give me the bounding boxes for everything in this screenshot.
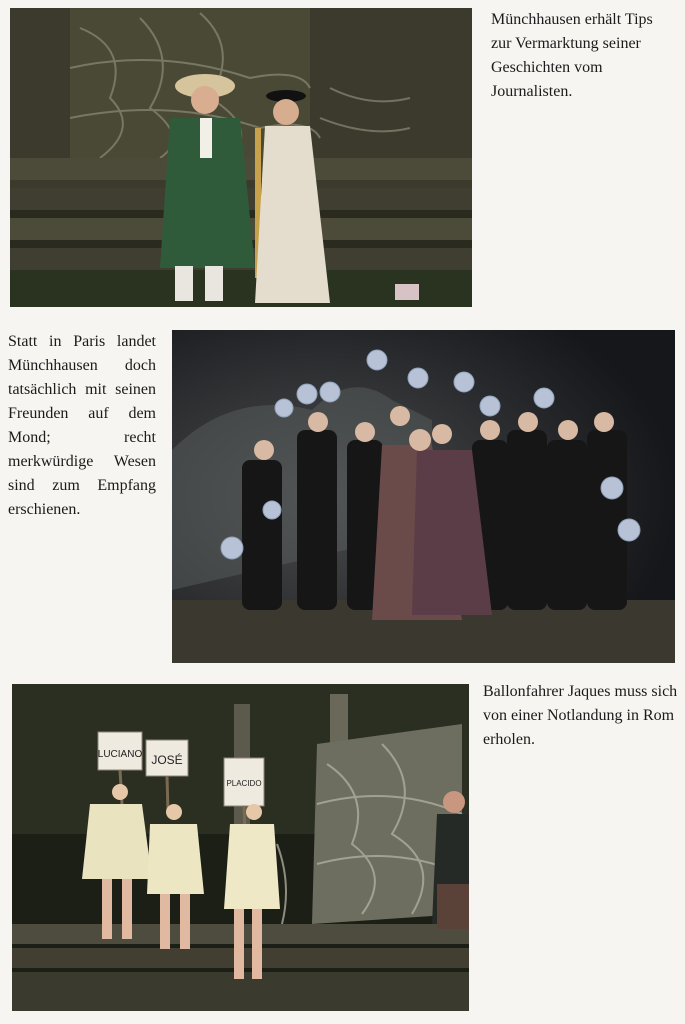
photo-balloonist-rome	[12, 684, 469, 1011]
photo-1-illustration	[10, 8, 472, 307]
sign-placido: PLACIDO	[226, 779, 262, 788]
photo-1-caption: Münchhausen erhält Tips zur Vermarktung seiner Geschichten vom Journalisten.	[491, 11, 653, 100]
photo-3-caption: Ballonfahrer Jaques muss sich von einer Notlandung in Rom erholen.	[483, 683, 678, 748]
sign-jose: JOSÉ	[151, 753, 183, 767]
photo-munchhausen-journalist	[10, 8, 472, 307]
photo-3-illustration	[12, 684, 469, 1011]
photo-moon-landing	[172, 330, 675, 663]
photo-2-illustration	[172, 330, 675, 663]
sign-luciano: LUCIANO	[97, 749, 143, 760]
photo-2-caption: Statt in Paris landet Münchhausen doch tatsächlich mit seinen Freunden auf dem Mond; recht merkwürdige Wesen sind zum Empfang erschienen.	[8, 333, 156, 518]
